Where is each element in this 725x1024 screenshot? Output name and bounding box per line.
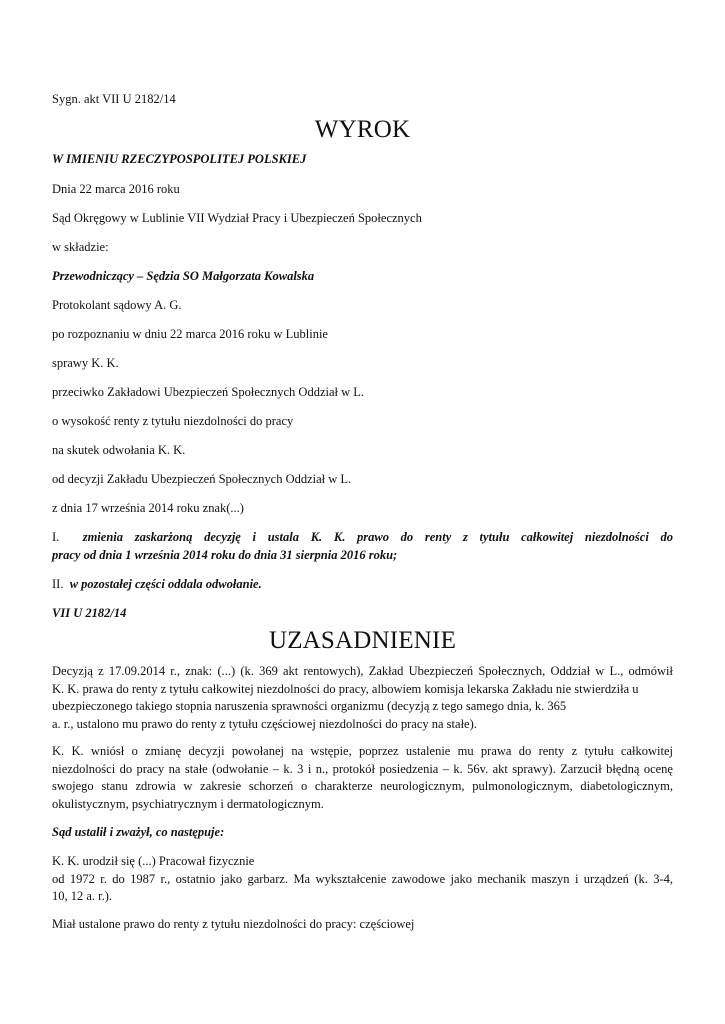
ruling-point-2-number: II. (52, 577, 64, 591)
text-line: 10, 12 a. r.). (52, 889, 113, 903)
justification-paragraph-4: Miał ustalone prawo do renty z tytułu niezdolności do pracy: częściowej (52, 917, 415, 931)
court-clerk: Protokolant sądowy A. G. (52, 298, 182, 312)
ruling-point-2-text: w pozostałej części oddala odwołanie. (69, 577, 262, 591)
presiding-judge: Przewodniczący – Sędzia SO Małgorzata Kowalska (52, 269, 315, 283)
appeal-info: na skutek odwołania K. K. (52, 443, 186, 457)
opposing-party: przeciwko Zakładowi Ubezpieczeń Społecznych Oddział w L. (52, 385, 365, 399)
decision-origin: od decyzji Zakładu Ubezpieczeń Społecznych Oddział w L. (52, 472, 352, 486)
ruling-point-1 (52, 529, 673, 564)
case-signature: Sygn. akt VII U 2182/14 (52, 92, 176, 106)
judgment-date: Dnia 22 marca 2016 roku (52, 182, 180, 196)
text-line: a. r., ustalono mu prawo do renty z tytułu częściowej niezdolności do pracy na stałe). (52, 716, 477, 731)
ruling-point-1-number: I. (52, 530, 60, 544)
justification-paragraph-3 (52, 853, 673, 906)
text-line: ubezpieczonego takiego stopnia naruszenia sprawności organizmu (decyzją z tego samego dnia, k. 365 (52, 699, 567, 713)
decision-reference: z dnia 17 września 2014 roku znak(...) (52, 501, 244, 515)
ruling-point-1-line-1: zmienia zaskarżoną decyzję i ustala K. K. prawo do renty z tytułu całkowitej niezdolności do (82, 530, 674, 544)
judgment-title: WYROK (314, 116, 411, 143)
text-line: od 1972 r. do 1987 r., ostatnio jako garbarz. Ma wykształcenie zawodowe jako mechanik maszyn i urządzeń (k. 3-4, (52, 871, 673, 886)
hearing-info: po rozpoznaniu w dniu 22 marca 2016 roku w Lublinie (52, 327, 328, 341)
case-subject: o wysokość renty z tytułu niezdolności do pracy (52, 414, 294, 428)
justification-title: UZASADNIENIE (268, 627, 457, 654)
findings-heading: Sąd ustalił i zważył, co następuje: (52, 825, 225, 839)
in-the-name-heading: W IMIENIU RZECZYPOSPOLITEJ POLSKIEJ (52, 152, 307, 166)
case-party: sprawy K. K. (52, 356, 119, 370)
ruling-point-1-line-2: pracy od dnia 1 września 2014 roku do dnia 31 sierpnia 2016 roku; (52, 547, 398, 562)
composition-label: w składzie: (52, 240, 109, 254)
text-line: niezdolności do pracy na stałe (odwołanie – k. 3 i n., protokół posiedzenia – k. 56v. akt sprawy). Zarzucił błędną ocenę (52, 761, 673, 776)
text-line: K. K. prawa do renty z tytułu całkowitej niezdolności do pracy, albowiem komisja lekarska Zakładu nie stwierdziła u (52, 681, 639, 696)
ruling-point-2 (52, 576, 262, 594)
text-line: K. K. urodził się (...) Pracował fizycznie (52, 854, 255, 868)
text-line: Decyzją z 17.09.2014 r., znak: (...) (k. 369 akt rentowych), Zakład Ubezpieczeń Społecznych, Oddział w L., odmówił (52, 664, 673, 678)
text-line: K. K. wniósł o zmianę decyzji powołanej na wstępie, poprzez ustalenie mu prawa do renty z tytułu całkowitej (52, 744, 673, 758)
justification-paragraph-1 (52, 663, 673, 733)
text-line: swojego stanu zdrowia w zakresie schorzeń o charakterze neurologicznym, pulmonologicznym, diabetologicznym, (52, 779, 673, 793)
justification-signature: VII U 2182/14 (52, 606, 127, 620)
justification-paragraph-2 (52, 743, 673, 813)
text-line: okulistycznym, psychiatrycznym i dermatologicznym. (52, 796, 324, 811)
court-name: Sąd Okręgowy w Lublinie VII Wydział Pracy i Ubezpieczeń Społecznych (52, 211, 422, 225)
